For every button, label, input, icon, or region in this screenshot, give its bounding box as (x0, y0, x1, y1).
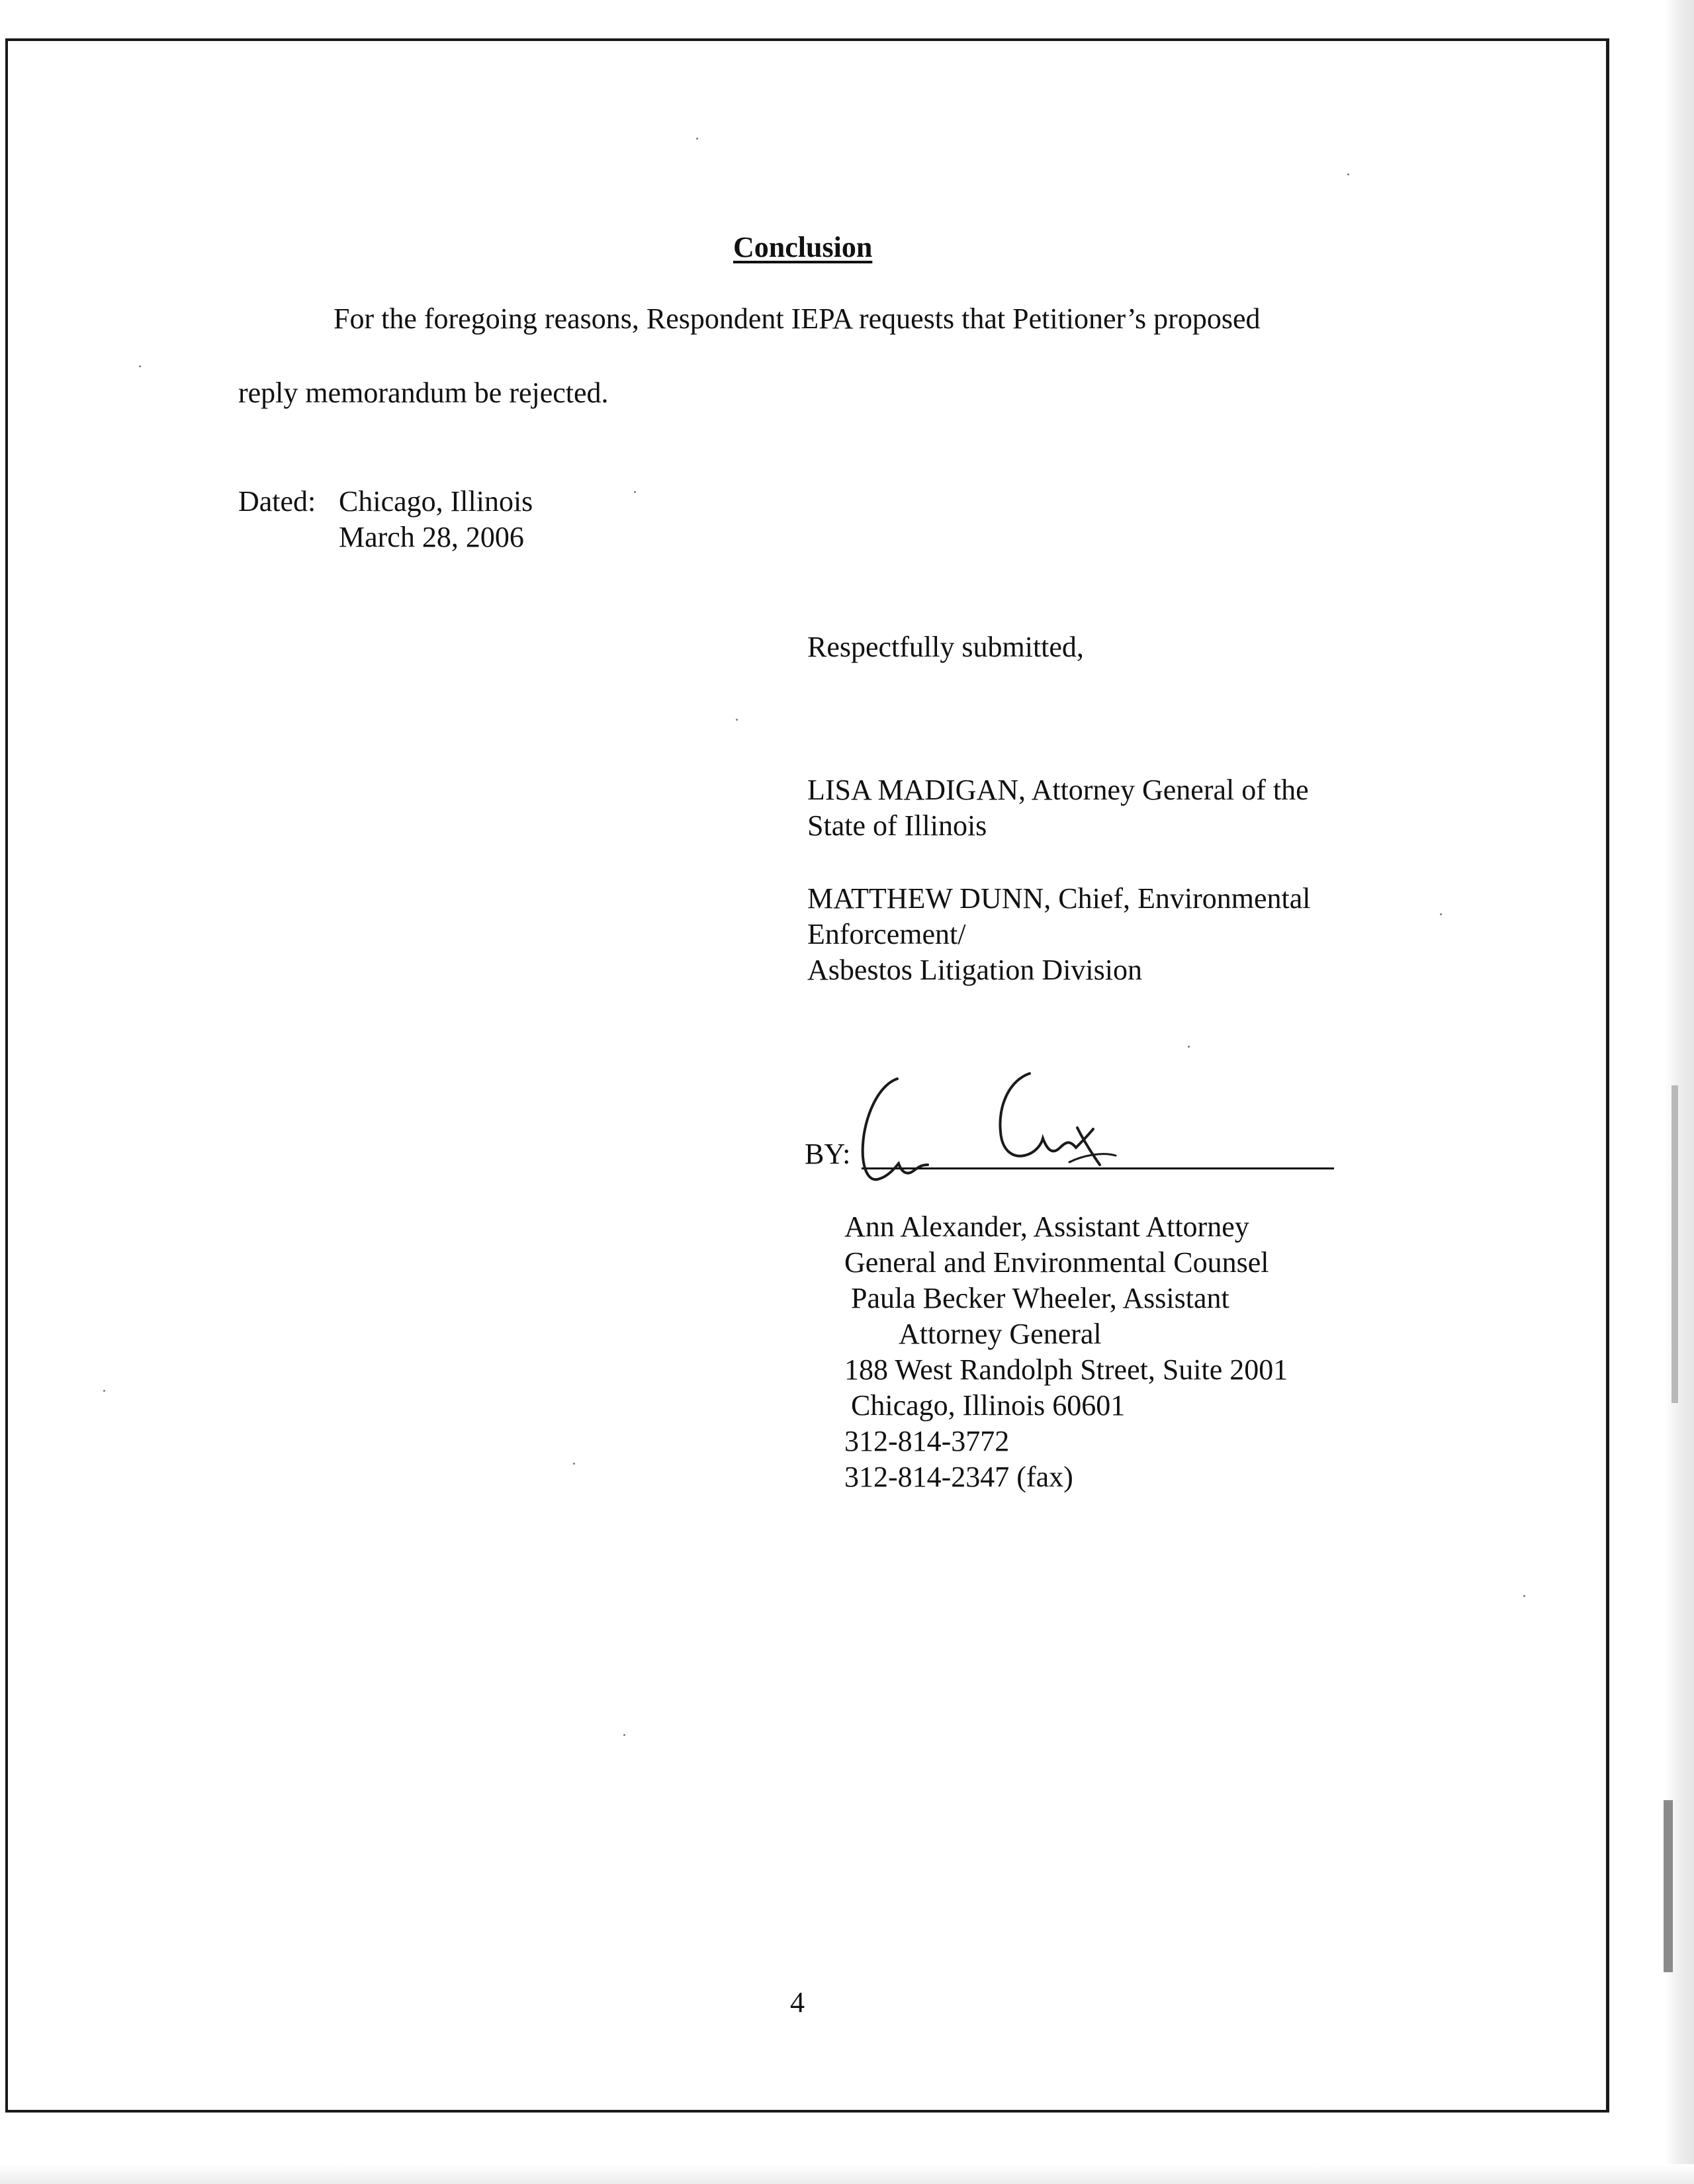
scan-speck (634, 491, 636, 493)
scan-speck (1347, 173, 1349, 175)
signatory-line: General and Environmental Counsel (844, 1246, 1269, 1279)
chief-line: MATTHEW DUNN, Chief, Environmental (807, 882, 1311, 915)
scan-speck (1188, 1046, 1190, 1048)
signatory-line: Chicago, Illinois 60601 (851, 1389, 1126, 1422)
chief-line: Enforcement/ (807, 918, 966, 950)
scan-speck (736, 719, 738, 721)
signatory-line: 312-814-2347 (fax) (844, 1461, 1073, 1493)
dated-place: Chicago, Illinois (339, 485, 533, 518)
chief-line: Asbestos Litigation Division (807, 954, 1142, 986)
closing-phrase: Respectfully submitted, (807, 631, 1084, 663)
section-heading: Conclusion (733, 231, 873, 263)
handwritten-signature (851, 1066, 1169, 1198)
body-line: For the foregoing reasons, Respondent IEPA requests that Petitioner’s proposed (334, 302, 1261, 335)
scan-speck (623, 1734, 625, 1736)
scan-edge-bottom (0, 2164, 1694, 2184)
body-line: reply memorandum be rejected. (238, 377, 609, 409)
signatory-line: Ann Alexander, Assistant Attorney (844, 1210, 1249, 1243)
scan-speck (1523, 1595, 1525, 1597)
attorney-general-line: LISA MADIGAN, Attorney General of the (807, 774, 1309, 806)
scan-speck (139, 365, 141, 367)
signatory-line: Attorney General (899, 1318, 1102, 1350)
dated-date: March 28, 2006 (339, 521, 524, 553)
page-number: 4 (790, 1986, 805, 2019)
scan-mark (1664, 1800, 1673, 1972)
scan-speck (573, 1463, 575, 1465)
dated-label: Dated: (238, 485, 316, 518)
signatory-line: 188 West Randolph Street, Suite 2001 (844, 1353, 1288, 1386)
by-label: BY: (805, 1138, 851, 1170)
scan-speck (696, 138, 698, 140)
scan-speck (1440, 913, 1442, 915)
signatory-line: Paula Becker Wheeler, Assistant (851, 1282, 1229, 1314)
page-border (5, 38, 1609, 2113)
attorney-general-line: State of Illinois (807, 809, 987, 842)
scan-mark (1672, 1085, 1678, 1403)
signatory-line: 312-814-3772 (844, 1425, 1010, 1457)
scan-speck (103, 1390, 105, 1392)
